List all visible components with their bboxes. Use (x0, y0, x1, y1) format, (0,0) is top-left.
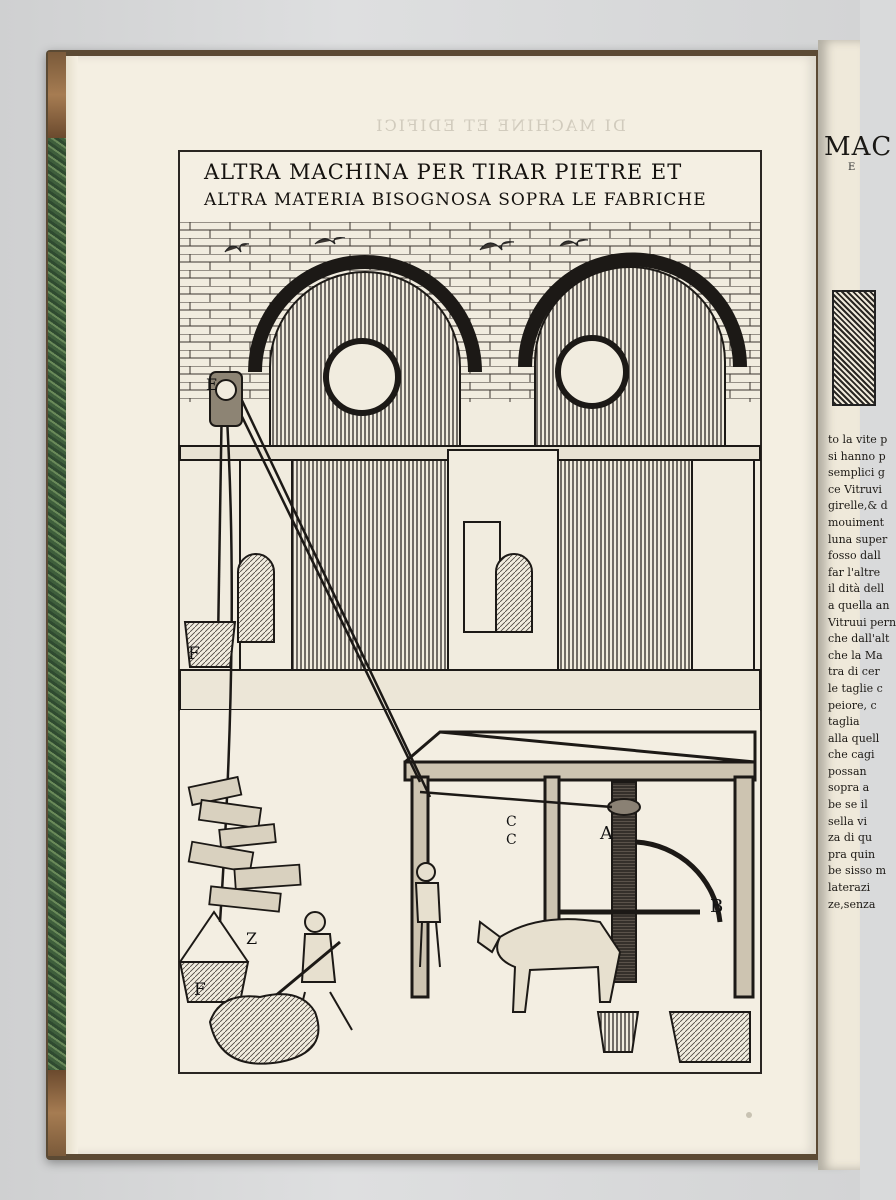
boulder (210, 994, 318, 1064)
leather-corner-bottom (48, 1070, 66, 1156)
facing-page-line: sella vi (828, 814, 867, 828)
plate-title-box (180, 152, 760, 223)
label-A: A (600, 823, 613, 844)
building-plinth (180, 670, 760, 710)
marbled-board (48, 52, 66, 1156)
crate (670, 1012, 750, 1062)
engraving-illustration (180, 222, 760, 1072)
facing-page-line: alla quell (828, 731, 880, 745)
bleed-through-running-head: DI MACHINE ET EDIFICI (374, 116, 626, 135)
facing-page-line: girelle,& d (828, 499, 888, 513)
label-Z: Z (246, 929, 258, 948)
facing-page-line: che cagi (828, 748, 875, 762)
facing-page-line: far l'altre (828, 565, 881, 579)
facing-page-line: to la vite p (828, 433, 888, 446)
basket-lower (180, 962, 248, 1002)
facing-page-line: be sisso m (828, 864, 887, 878)
rope-drum (608, 799, 640, 815)
label-E: E (206, 375, 218, 394)
page-gutter-shadow (66, 56, 78, 1154)
label-C-lower: C (506, 832, 517, 848)
arch-left (255, 262, 475, 452)
label-B: B (710, 896, 724, 917)
facing-page-text (828, 432, 896, 913)
facing-page (818, 40, 896, 1170)
facing-page-line: a quella an (828, 598, 890, 612)
water-bucket (598, 1012, 638, 1052)
facing-page-line: laterazi (828, 881, 871, 895)
plate-title-line-1: ALTRA MACHINA PER TIRAR PIETRE ET (204, 160, 683, 184)
facing-page-line: semplici g (828, 466, 885, 480)
facing-page-line: si hanno p (828, 449, 886, 463)
facing-page-subheading: E (848, 162, 856, 173)
facing-page-line: taglia (828, 715, 860, 729)
plate-title-line-2: ALTRA MATERIA BISOGNOSA SOPRA LE FABRICHE (204, 190, 707, 210)
facing-page-line: possan (828, 764, 867, 778)
facing-page-line: le taglie c (828, 681, 883, 695)
facing-page-line: peiore, c (828, 698, 877, 712)
facing-page-line: luna super (828, 532, 888, 546)
engraving-plate (178, 150, 762, 1074)
label-C-upper: C (506, 814, 517, 830)
arch-right (525, 260, 740, 453)
facing-page-line: pra quin (828, 847, 876, 861)
facing-page-line: fosso dall (828, 549, 881, 563)
facing-page-heading: MAC (824, 132, 893, 162)
facing-page-line: be se il (828, 798, 868, 812)
facing-page-line: za di qu (828, 831, 873, 845)
label-F-upper: F (188, 644, 200, 664)
facing-page-line: ce Vitruvi (828, 482, 882, 496)
facing-page-line: sopra a (828, 781, 870, 795)
facing-page-line: che dall'alt (828, 632, 890, 646)
facing-page-line: Vitruui pern (828, 615, 896, 629)
facing-page-line: ze,senza (828, 897, 876, 911)
facing-page-line: il dità dell (828, 582, 885, 596)
facing-page-line: tra di cer (828, 665, 880, 679)
page-spot (746, 1112, 752, 1118)
facing-page-line: mouiment (828, 515, 885, 529)
label-F-lower: F (194, 980, 206, 1000)
facing-page-line: che la Ma (828, 648, 883, 662)
decorated-initial (832, 290, 876, 406)
leather-corner-top (48, 52, 66, 138)
